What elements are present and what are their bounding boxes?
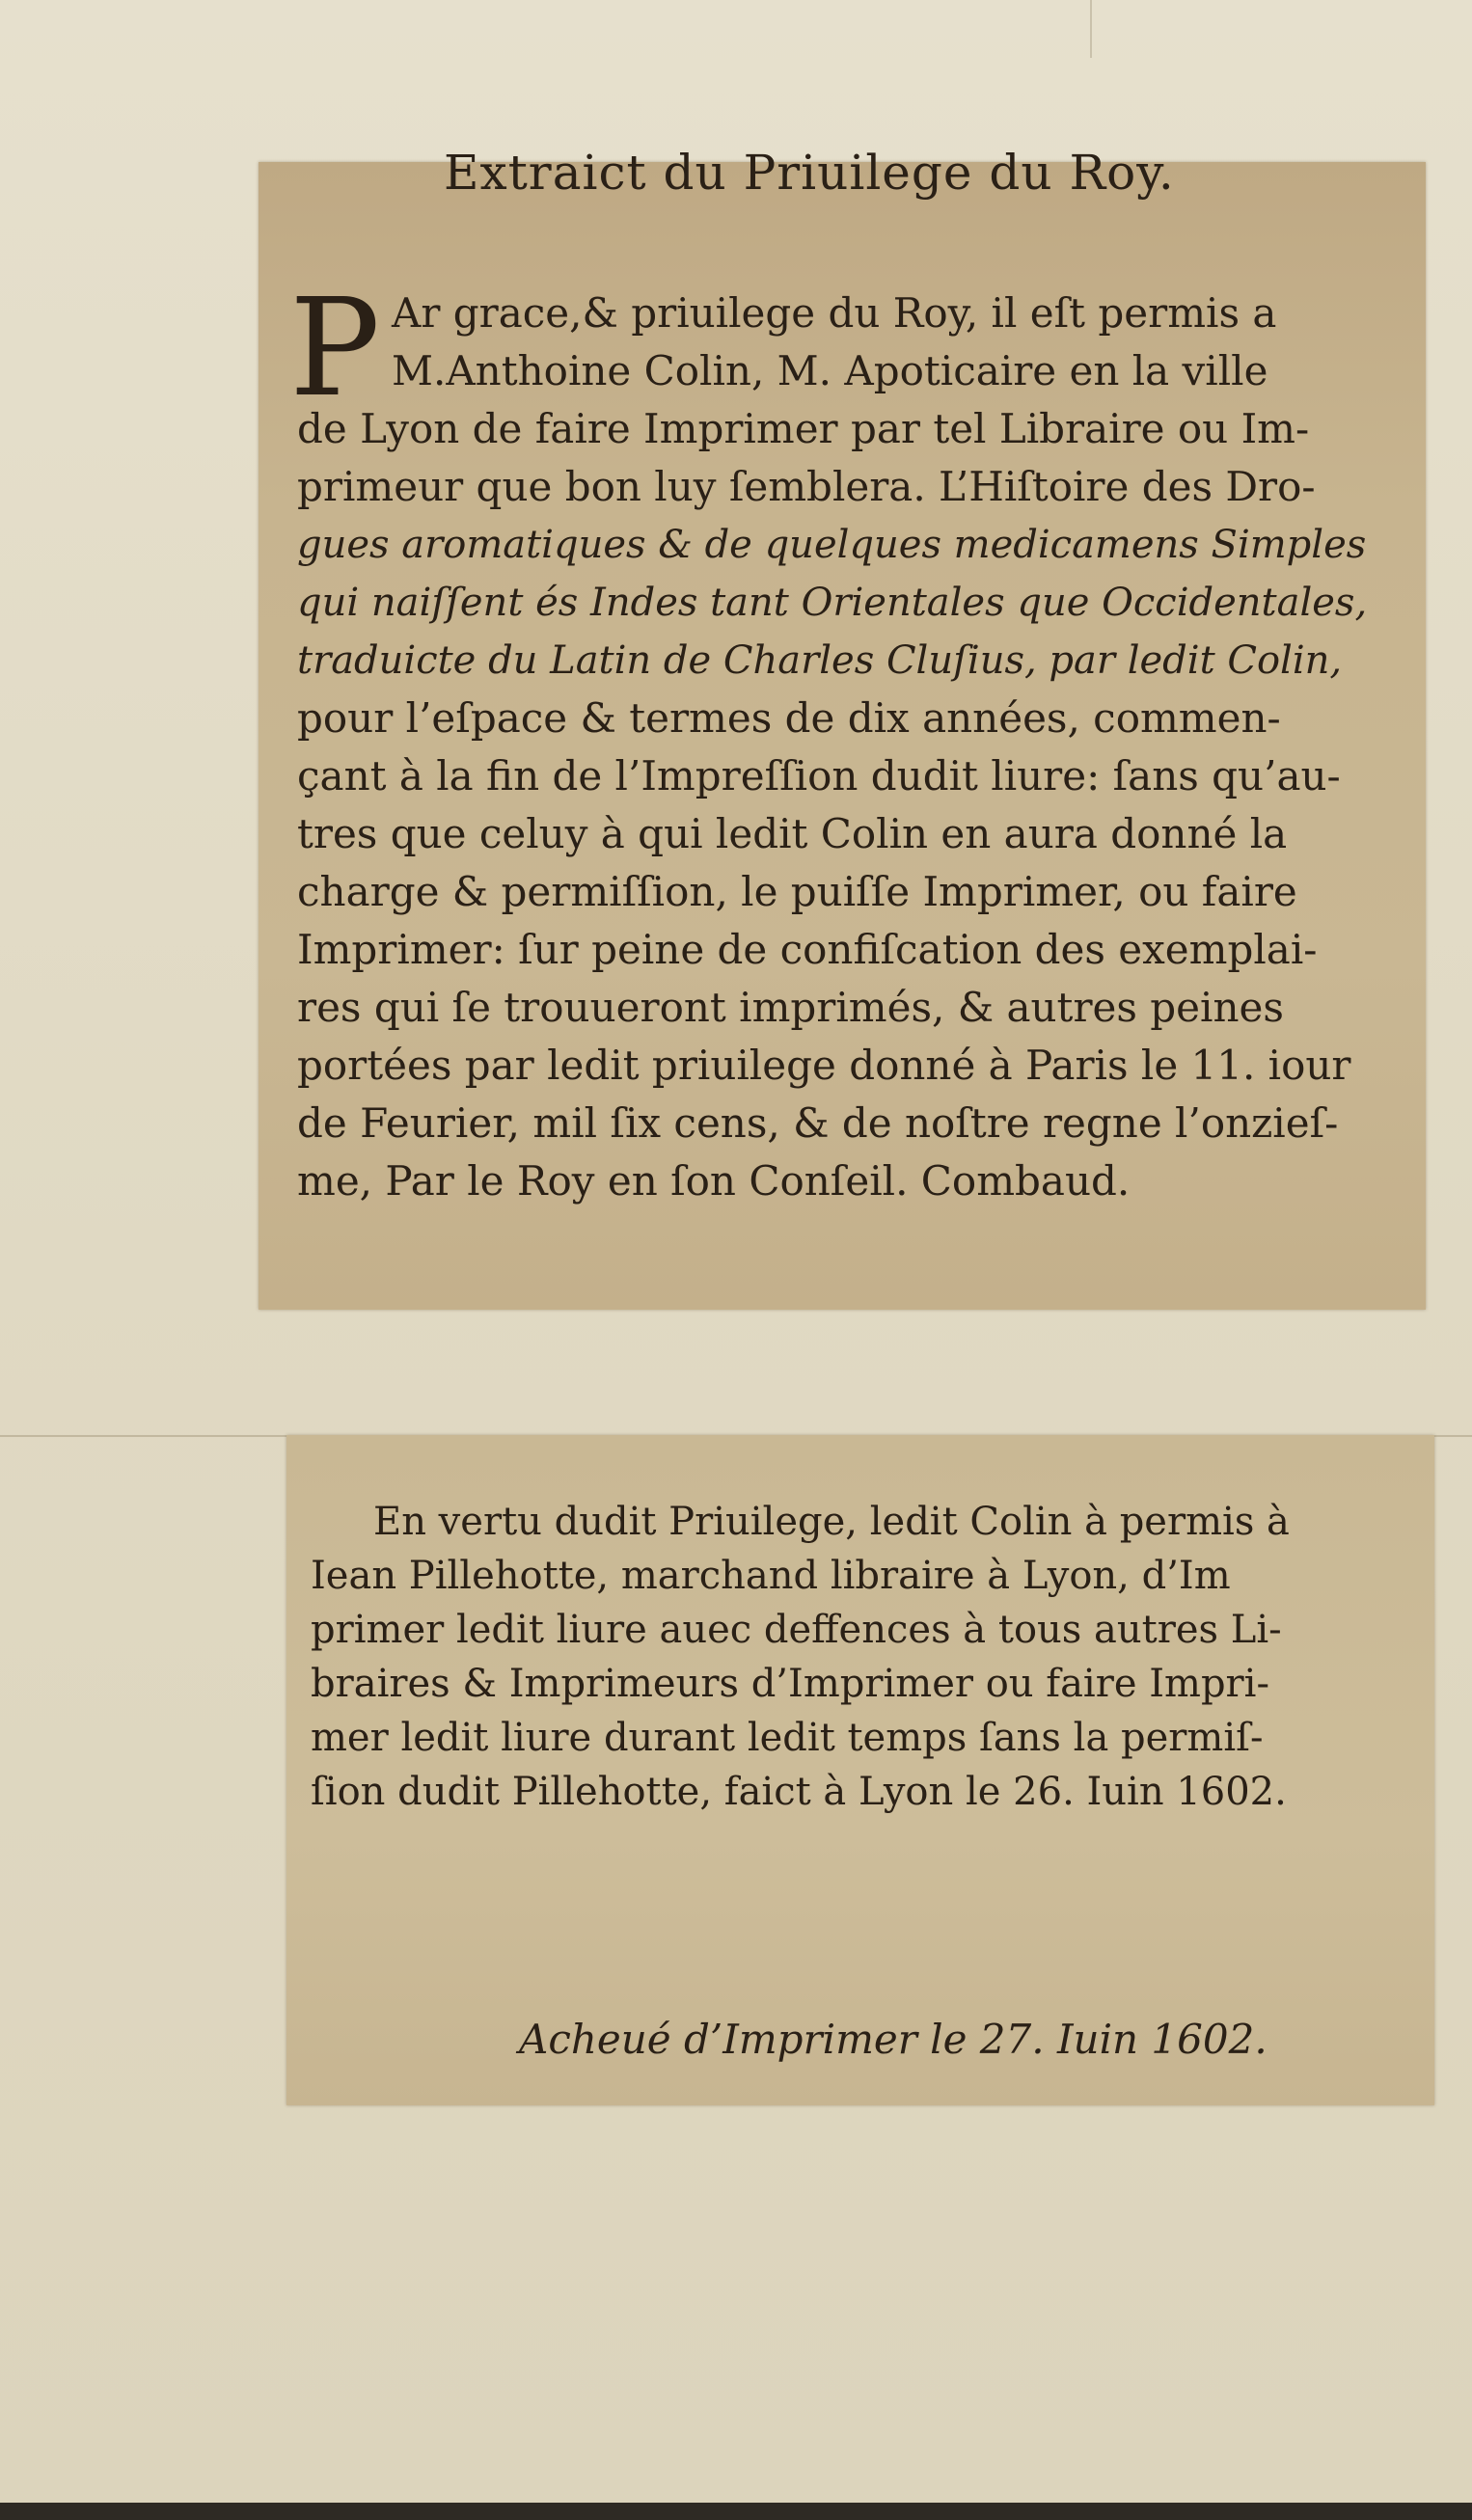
- privilege-line: Ar grace,& priuilege du Roy, il eſt permis a: [392, 289, 1277, 337]
- permission-line: primer ledit liure auec deffences à tous autres Li-: [311, 1608, 1282, 1652]
- permission-line: En vertu dudit Priuilege, ledit Colin à permis à: [373, 1500, 1290, 1544]
- drop-cap: P: [289, 270, 381, 427]
- privilege-line: tres que celuy à qui ledit Colin en aura donné la: [297, 810, 1288, 857]
- privilege-heading: Extraict du Priuilege du Roy.: [444, 145, 1175, 201]
- permission-line: Iean Pillehotte, marchand libraire à Lyon, d’Im: [311, 1554, 1231, 1598]
- privilege-line: primeur que bon luy ſemblera. L’Hiſtoire des Dro-: [297, 463, 1316, 510]
- privilege-line: me, Par le Roy en ſon Conſeil. Combaud.: [297, 1157, 1131, 1205]
- privilege-line: res qui ſe trouueront imprimés, & autres peines: [297, 984, 1284, 1031]
- privilege-line: charge & permiſſion, le puiſſe Imprimer, ou faire: [297, 868, 1297, 915]
- permission-line: ſion dudit Pillehotte, faict à Lyon le 26. Iuin 1602.: [311, 1770, 1287, 1814]
- privilege-line: de Lyon de faire Imprimer par tel Libraire ou Im-: [297, 405, 1310, 452]
- privilege-line: çant à la fin de l’Impreſſion dudit liure: ſans qu’au-: [297, 752, 1341, 799]
- privilege-line: qui naiſſent és Indes tant Orientales que Occidentales,: [297, 581, 1368, 625]
- permission-line: braires & Imprimeurs d’Imprimer ou faire Impri-: [311, 1662, 1269, 1706]
- page-crease: [1090, 0, 1092, 58]
- permission-text: [311, 1495, 1430, 1819]
- privilege-line: pour l’eſpace & termes de dix années, commen-: [297, 694, 1281, 742]
- privilege-line: portées par ledit priuilege donné à Paris le 11. iour: [297, 1042, 1351, 1089]
- privilege-line: traduicte du Latin de Charles Cluſius, par ledit Colin,: [297, 638, 1343, 683]
- privilege-line: de Feurier, mil ſix cens, & de noſtre regne l’onzieſ-: [297, 1099, 1339, 1147]
- privilege-text: [297, 285, 1435, 1210]
- privilege-line: M.Anthoine Colin, M. Apoticaire en la ville: [392, 347, 1268, 394]
- privilege-line: Imprimer: ſur peine de confiſcation des exemplai-: [297, 926, 1318, 973]
- colophon: Acheué d’Imprimer le 27. Iuin 1602.: [519, 2016, 1268, 2063]
- permission-line: mer ledit liure durant ledit temps ſans la permiſ-: [311, 1716, 1264, 1760]
- privilege-line: gues aromatiques & de quelques medicamens Simples: [297, 523, 1367, 567]
